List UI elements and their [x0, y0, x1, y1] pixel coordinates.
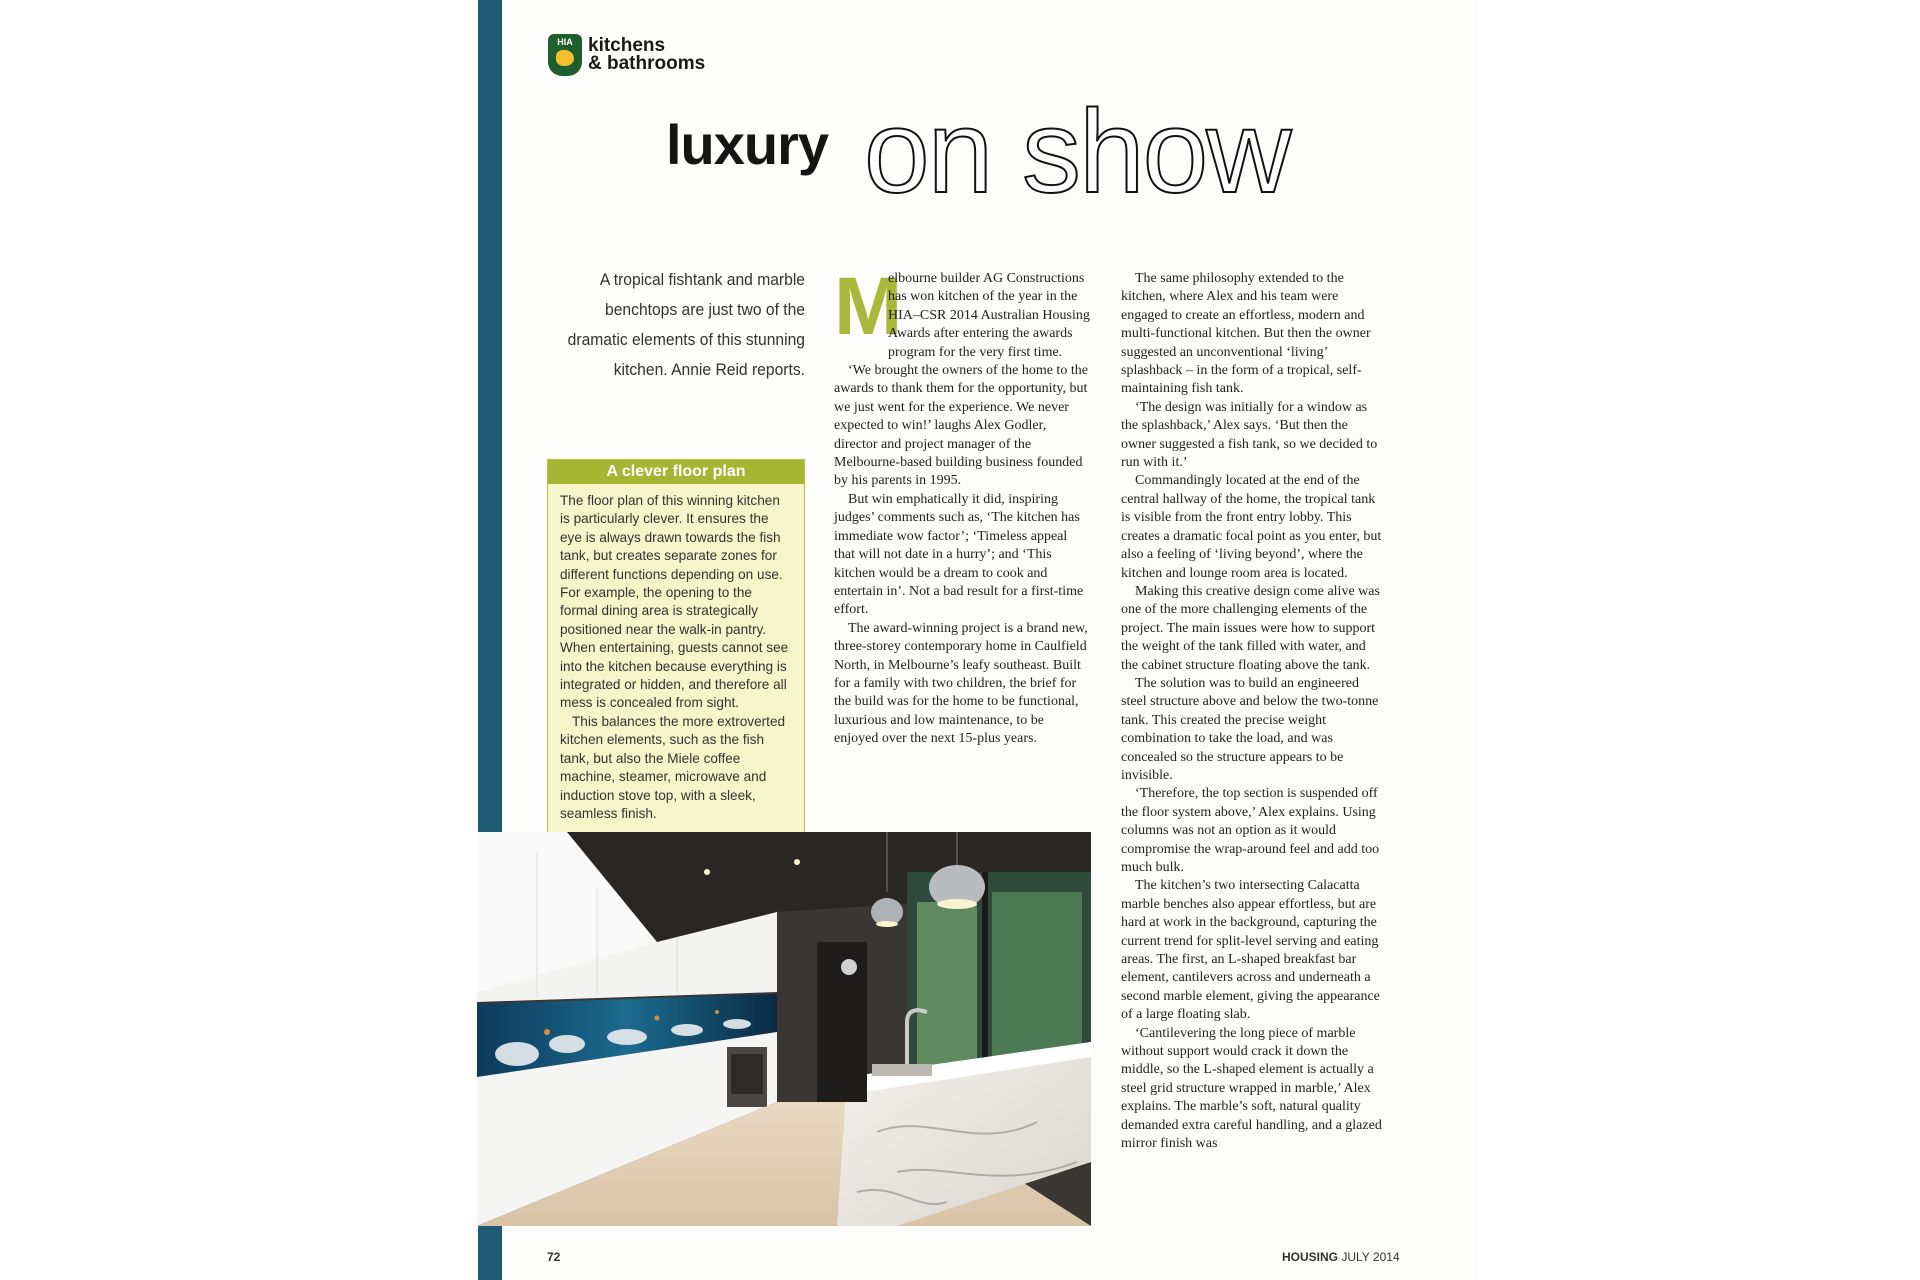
kitchen-illustration [477, 832, 1091, 1226]
article-paragraph: The award-winning project is a brand new, three-storey contemporary home in Caulfield North, in Melbourne’s leafy southeast. Built for a family with two children, the brief for the build was for the home to be functional, luxurious and low maintenance, to be enjoyed over the next 15-plus years. [834, 620, 1088, 747]
standfirst: A tropical fishtank and marble benchtops are just two of the dramatic elements of this stunning kitchen. Annie Reid reports. [567, 270, 805, 379]
section-logo [548, 34, 705, 76]
section-label-line1: kitchens [588, 35, 666, 56]
article-paragraph: But win emphatically it did, inspiring judges’ comments such as, ‘The kitchen has immediate wow factor’; ‘Timeless appeal that will not date in a hurry’; and ‘This kitchen would be a dream to cook and entertain in’. Not a bad result for a first-time effort. [834, 491, 1084, 618]
article-paragraph: ‘Therefore, the top section is suspended off the floor system above,’ Alex explains. Using columns was not an option as it would compromise the wrap-around feel and add too much bulk. [1121, 786, 1380, 875]
sidebar-body [548, 484, 804, 823]
article-paragraph: ‘The design was initially for a window as the splashback,’ Alex says. ‘But then the owner suggested a fish tank, so we decided to run with it.’ [1121, 399, 1378, 471]
article-paragraph: ‘We brought the owners of the home to the awards to thank them for the opportunity, but we just went for the experience. We never expected to win!’ laughs Alex Godler, director and project manager of the Melbourne-based building business founded by his parents in 1995. [834, 363, 1088, 489]
article-paragraph: The kitchen’s two intersecting Calacatta marble benches also appear effortless, but are hard at work in the background, capturing the current trend for split-level serving and eating areas. The first, an L-shaped breakfast bar element, cantilevers across and underneath a second marble element, giving the appearance of a large floating slab. [1121, 878, 1380, 1023]
article-paragraph: ‘Cantilevering the long piece of marble without support would crack it down the middle, so the L-shaped element is actually a steel grid structure wrapped in marble,’ Alex explains. The marble’s soft, natural quality demanded extra careful handling, and a glazed mirror finish was [1121, 1025, 1382, 1152]
article-paragraph: elbourne builder AG Constructions has won kitchen of the year in the HIA–CSR 2014 Australian Housing Awards after entering the awards program for the very first time. [888, 271, 1090, 360]
australia-map-icon [556, 50, 574, 66]
page-number: 72 [547, 1250, 561, 1264]
article-column-1 [834, 261, 1090, 749]
drop-cap: M [834, 261, 903, 352]
article-paragraph: Making this creative design come alive was one of the more challenging elements of the project. The main issues were how to support the weight of the tank filled with water, and the cabinet structure floating above the tank. [1121, 583, 1380, 673]
hia-badge-text: HIA [557, 37, 573, 47]
sidebar-paragraph: This balances the more extroverted kitchen elements, such as the fish tank, but also the Miele coffee machine, steamer, microwave and induction stove top, with a sleek, seamless finish. [560, 713, 786, 821]
hia-logo-icon [548, 34, 582, 76]
kitchen-photo [477, 832, 1091, 1226]
article-column-2 [1121, 270, 1383, 1154]
sidebar-paragraph: The floor plan of this winning kitchen is particularly clever. It ensures the eye is always drawn towards the fish tank, but creates separate zones for different functions depending on use. For example, the opening to the formal dining area is strategically positioned near the walk-in pantry. When entertaining, guests cannot see into the kitchen because everything is integrated or hidden, and therefore all mess is concealed from sight. [560, 493, 789, 711]
magazine-footer [1282, 1250, 1400, 1264]
section-label-line2: & bathrooms [588, 53, 706, 74]
sidebar-box [547, 459, 805, 879]
headline-word-on-show: on show [864, 86, 1290, 218]
section-label [588, 37, 705, 73]
sidebar-title: A clever floor plan [548, 460, 804, 484]
headline-word-luxury: luxury [666, 113, 829, 176]
article-paragraph: Commandingly located at the end of the central hallway of the home, the tropical tank is visible from the front entry lobby. This creates a dramatic focal point as you enter, but also a feeling of ‘living beyond’, where the kitchen and lounge room area is located. [1121, 473, 1382, 581]
issue-date: JULY 2014 [1341, 1250, 1400, 1264]
article-paragraph: The same philosophy extended to the kitchen, where Alex and his team were engaged to create an effortless, modern and multi-functional kitchen. But then the owner suggested an unconventional ‘living’ splashback – in the form of a tropical, self-maintaining fish tank. [1121, 271, 1371, 397]
article-paragraph: The solution was to build an engineered steel structure above and below the two-tonne tank. This created the precise weight combination to take the load, and was concealed so the structure appears to be invisible. [1121, 675, 1379, 783]
magazine-name: HOUSING [1282, 1250, 1339, 1264]
